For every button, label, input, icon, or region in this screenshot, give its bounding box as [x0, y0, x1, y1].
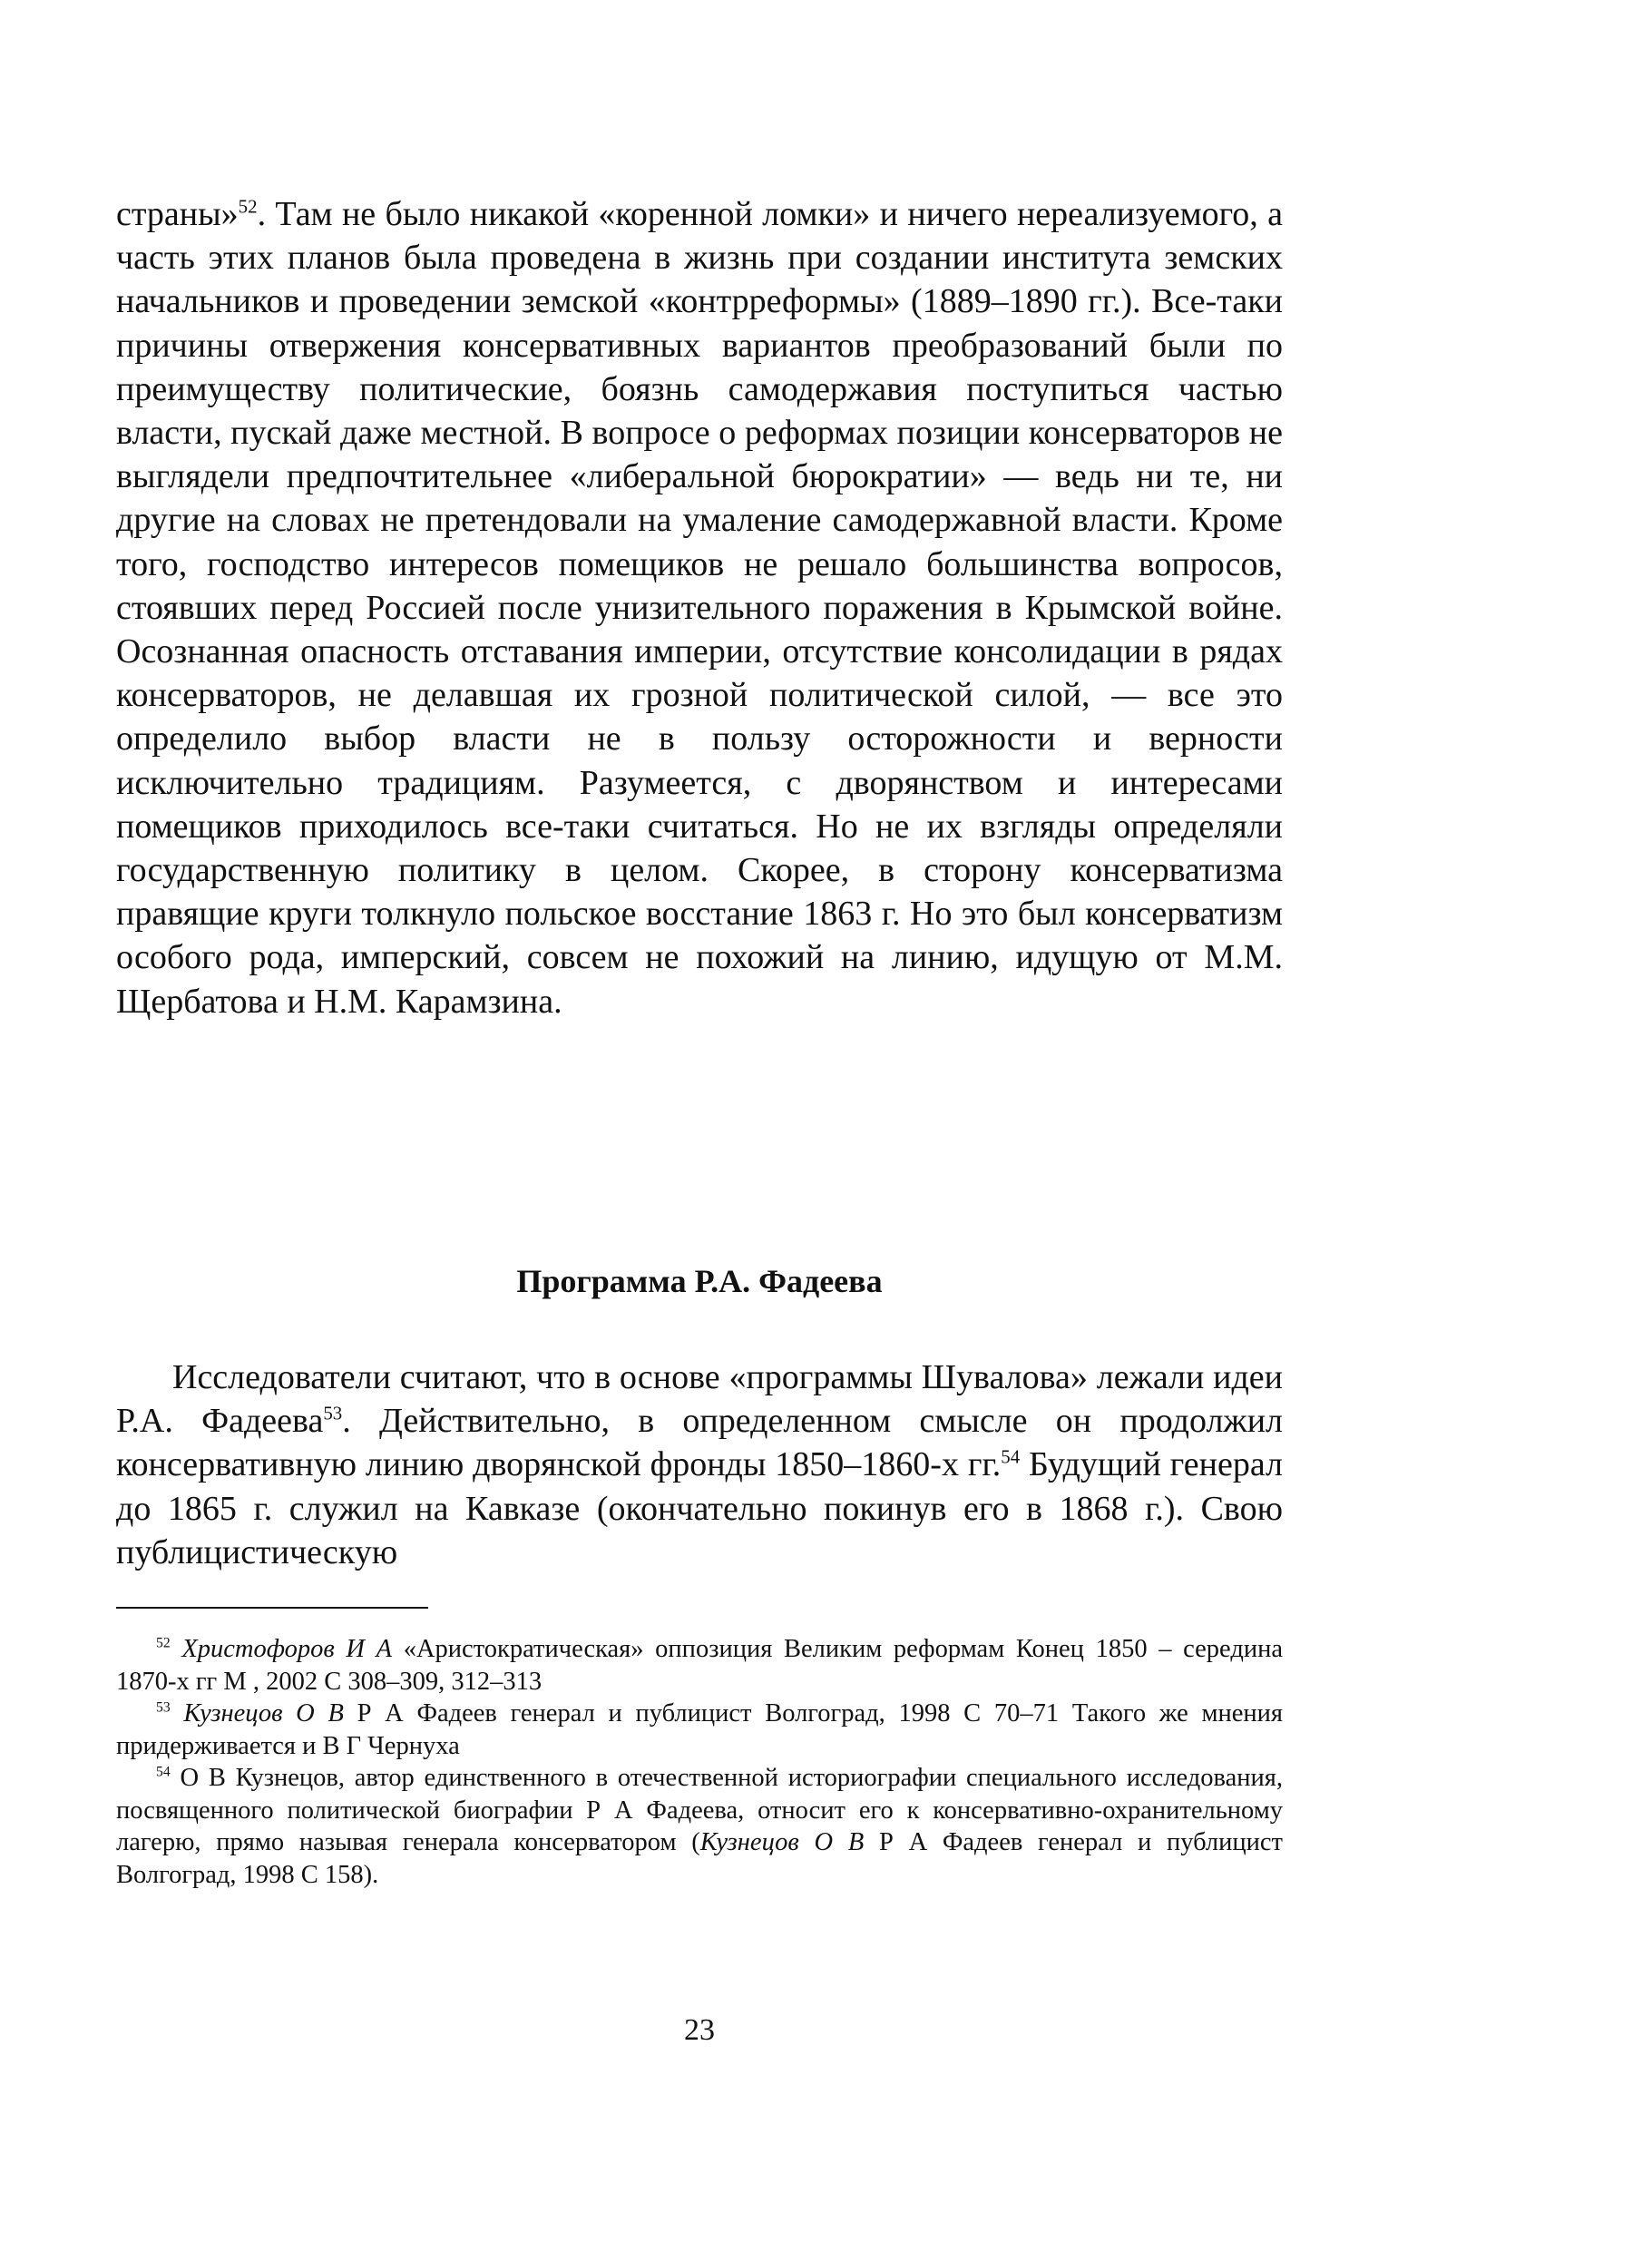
footnote-author: Христофоров И А	[181, 1635, 393, 1663]
footnote-separator	[116, 1607, 428, 1609]
section-paragraph-text-end: Будущий генерал до 1865 г. служил на Кавказе (окончательно покинув его в 1868 г.). Свою публицистическую	[116, 1445, 1283, 1571]
footnote-number: 52	[156, 1635, 171, 1651]
footnote-ref-54: 54	[1001, 1445, 1021, 1468]
footnotes	[116, 1633, 1283, 1891]
section-paragraph	[116, 1356, 1283, 1574]
intro-paragraph-text-start: страны»	[116, 195, 239, 233]
footnote-text: Р А Фадеев генерал и публицист Волгоград, 1998 С 158).	[116, 1828, 1284, 1889]
footnote-text: О В Кузнецов, автор единственного в отечественной историографии специального исследования, посвященного политической биографии Р А Фадеева, относит его к консервативно-охранительному лагерю, прямо называя генерала консерватором (	[116, 1764, 1283, 1856]
footnote-number: 54	[156, 1764, 171, 1780]
footnote-author: Кузнецов О В	[699, 1828, 865, 1856]
intro-paragraph	[116, 192, 1283, 1023]
intro-paragraph-text: . Там не было никакой «коренной ломки» и ничего нереализуемого, а часть этих планов была проведена в жизнь при создании института земских начальников и проведении земской «контрреформы» (1889–1890 гг.). Все-таки причины отвержения консервативных вариантов преобразований были по преимуществу политические, боязнь самодержавия поступиться частью власти, пускай даже местной. В вопросе о реформах позиции консерваторов не выглядели предпочтительнее «либеральной бюрократии» — ведь ни те, ни другие на словах не претендовали на умаление самодержавной власти. Кроме того, господство интересов помещиков не решало большинства вопросов, стоявших перед Россией после унизительного поражения в Крымской войне. Осознанная опасность отставания империи, отсутствие консолидации в рядах консерваторов, не делавшая их грозной политической силой, — все это определило выбор власти не в пользу осторожности и верности исключительно традициям. Разумеется, с дворянством и интересами помещиков приходилось все-таки считаться. Но не их взгляды определяли государственную политику в целом. Скорее, в сторону консерватизма правящие круги толкнуло польское восстание 1863 г. Но это был консерватизм особого рода, имперский, совсем не похожий на линию, идущую от М.М. Щербатова и Н.М. Карамзина.	[116, 195, 1283, 1021]
section-text-block	[116, 1356, 1283, 1574]
page-number: 23	[684, 2013, 715, 2047]
footnote-text: Р А Фадеев генерал и публицист Волгоград, 1998 С 70–71 Такого же мнения придерживается и В Г Чернуха	[116, 1699, 1284, 1760]
footnote-53	[116, 1698, 1283, 1762]
footnote-54	[116, 1762, 1283, 1891]
section-heading: Программа Р.А. Фадеева	[516, 1263, 883, 1299]
footnote-ref-52: 52	[238, 195, 258, 218]
footnote-number: 53	[156, 1699, 171, 1716]
section-paragraph-text-middle: . Действительно, в определенном смысле он продолжил консервативную линию дворянской фронды 1850–1860-х гг.	[116, 1402, 1283, 1484]
footnote-52	[116, 1633, 1283, 1698]
intro-text-block	[116, 192, 1283, 1023]
footnote-text: «Аристократическая» оппозиция Великим реформам Конец 1850 – середина 1870-х гг М , 2002 С 308–309, 312–313	[116, 1635, 1283, 1696]
footnote-ref-53: 53	[323, 1402, 343, 1424]
footnote-author: Кузнецов О В	[183, 1699, 344, 1728]
section-paragraph-text-start: Исследователи считают, что в основе «программы Шувалова» лежали идеи Р.А. Фадеева	[116, 1358, 1283, 1441]
